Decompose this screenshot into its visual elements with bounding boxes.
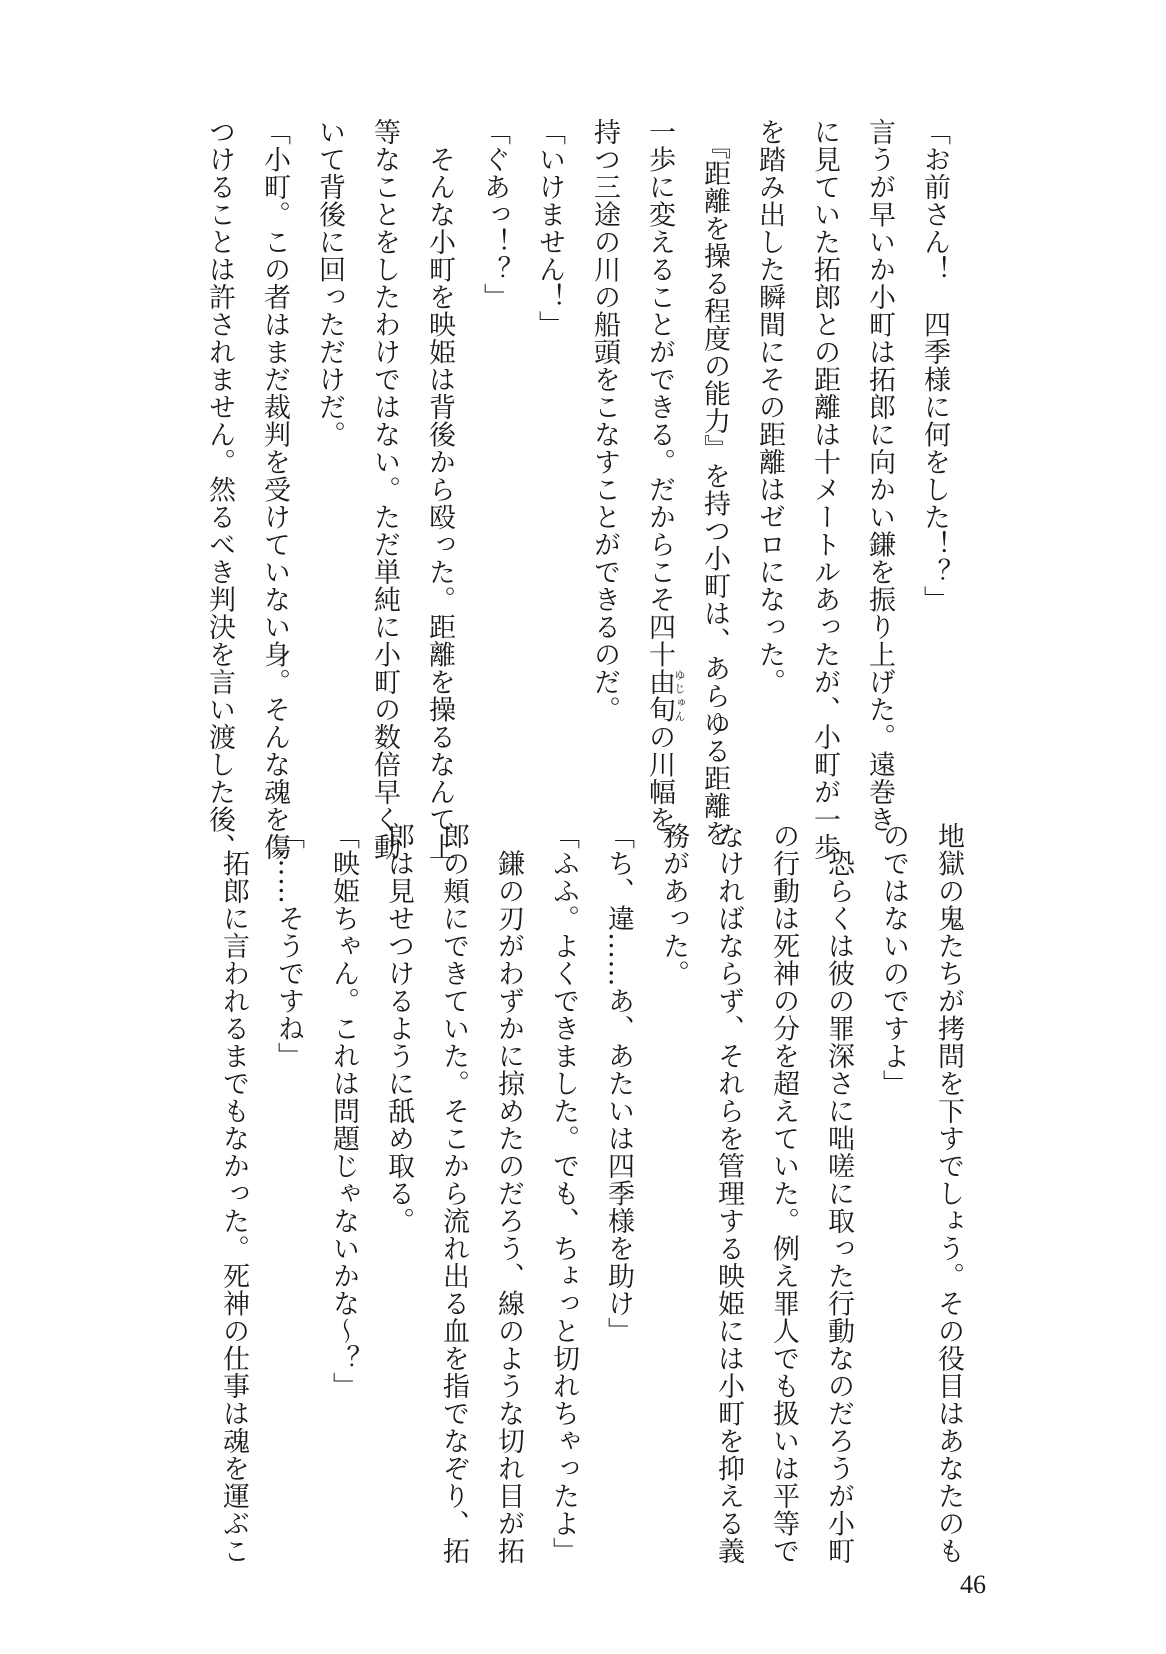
text-line: 務があった。 — [658, 822, 689, 987]
text-line: 「お前さん！ 四季様に何をした！？」 — [919, 118, 950, 613]
text-line: を踏み出した瞬間にその距離はゼロになった。 — [754, 118, 785, 696]
text-line: のではないのですよ」 — [878, 822, 909, 1097]
text-line: つけることは許されません。然るべき判決を言い渡した後、 — [204, 118, 235, 861]
text-line: そんな小町を映姫は背後から殴った。距離を操るなんて上 — [424, 118, 455, 861]
lower-text-block — [206, 822, 976, 1565]
ruby-reading: ゆじゅん — [673, 668, 686, 723]
text-line: いて背後に回っただけだ。 — [314, 118, 345, 448]
text-line: 鎌の刃がわずかに掠めたのだろう、線のような切れ目が拓 — [493, 822, 524, 1565]
text-line: に見ていた拓郎との距離は十メートルあったが、小町が一歩 — [809, 118, 840, 861]
text-line: 等なことをしたわけではない。ただ単純に小町の数倍早く動 — [369, 118, 400, 861]
text-line: 拓郎に言われるまでもなかった。死神の仕事は魂を運ぶこ — [218, 822, 249, 1565]
text-segment: の川幅を — [644, 723, 675, 833]
text-line: 「ち、違……あ、あたいは四季様を助け」 — [603, 822, 634, 1345]
page-number: 46 — [960, 1570, 986, 1599]
text-line: 郎は見せつけるように舐め取る。 — [383, 822, 414, 1235]
text-line: 「……そうですね」 — [273, 822, 304, 1070]
text-line: 郎の頬にできていた。そこから流れ出る血を指でなぞり、拓 — [438, 822, 469, 1565]
text-line-with-ruby — [632, 118, 687, 833]
ruby-annotation — [644, 668, 686, 723]
text-line: 持つ三途の川の船頭をこなすことができるのだ。 — [589, 118, 620, 723]
text-line: 「ふふ。よくできました。でも、ちょっと切れちゃったよ」 — [548, 822, 579, 1565]
text-line: 「小町。この者はまだ裁判を受けていない身。そんな魂を傷 — [259, 118, 290, 861]
text-line: 『距離を操る程度の能力』を持つ小町は、あらゆる距離を — [699, 118, 730, 847]
text-line: の行動は死神の分を超えていた。例え罪人でも扱いは平等で — [768, 822, 799, 1565]
text-line: 恐らくは彼の罪深さに咄嗟に取った行動なのだろうが小町 — [823, 822, 854, 1565]
text-line: なければならず、それらを管理する映姫には小町を抑える義 — [713, 822, 744, 1565]
ruby-base: 由旬 — [644, 668, 675, 723]
text-line: 言うが早いか小町は拓郎に向かい鎌を振り上げた。遠巻き — [864, 118, 895, 833]
text-line: 「ぐあっ！？」 — [479, 118, 510, 311]
text-segment: 一歩に変えることができる。だからこそ四十 — [644, 118, 675, 668]
text-line: 「いけません！」 — [534, 118, 565, 338]
text-line: 地獄の鬼たちが拷問を下すでしょう。その役目はあなたのも — [933, 822, 964, 1565]
text-line: 「映姫ちゃん。これは問題じゃないかな～？」 — [328, 822, 359, 1400]
upper-text-block — [192, 118, 962, 861]
